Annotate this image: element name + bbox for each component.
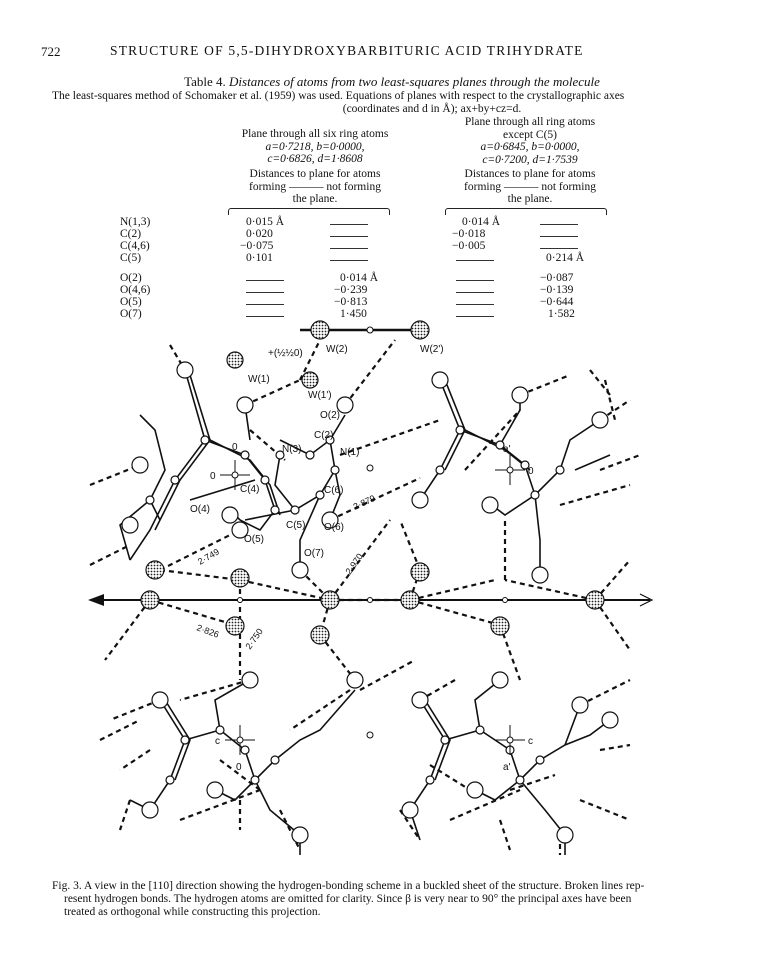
table-title: [0, 74, 784, 90]
plane2-header: [430, 116, 630, 166]
caption-line-3: treated as orthogonal while constructing this projection.: [64, 906, 321, 918]
page-number: 722: [41, 44, 61, 59]
plane2-brace: [445, 208, 607, 215]
plane2-eq2: c=0·7200, d=1·7539: [482, 153, 578, 166]
axis-label-o: 0: [236, 762, 242, 773]
plane1-eq1: a=0·7218, b=0·0000,: [265, 140, 365, 153]
axis-label-c: c: [528, 736, 533, 747]
dash: [330, 260, 368, 261]
caption-line-1: Fig. 3. A view in the [110] direction showing the hydrogen-bonding scheme in a buckled sheet of the structure. Broken lines rep-: [52, 880, 645, 892]
label-c2: C(2): [314, 430, 334, 441]
row-atom: C(2): [120, 228, 142, 240]
label-o2: O(2): [320, 410, 340, 421]
dash: [456, 280, 494, 281]
caption-line-2: resent hydrogen bonds. The hydrogen atoms are omitted for clarity. Since β is very near to 90° the principal axes have been: [64, 893, 632, 905]
figure-caption: [52, 880, 752, 919]
row-atom: O(4,6): [120, 284, 151, 296]
axis-label-c: c: [215, 736, 220, 747]
row-atom: C(4,6): [120, 240, 150, 252]
dash: [456, 316, 494, 317]
table-title-text: Distances of atoms from two least-squares planes through the molecule: [229, 74, 600, 89]
row-atom: N(1,3): [120, 216, 151, 228]
label-n3: N(3): [282, 444, 302, 455]
running-title: STRUCTURE OF 5,5-DIHYDROXYBARBITURIC ACID TRIHYDRATE: [110, 43, 584, 58]
hydrogen-bonding-diagram: [60, 320, 750, 860]
label-d2879: 2·879: [351, 493, 377, 512]
dash: [540, 236, 578, 237]
label-c5: C(5): [286, 520, 306, 531]
p2-forming: 0·014 Å: [462, 216, 501, 228]
p1-forming: 0·015 Å: [246, 216, 285, 228]
p1-not: −0·239: [334, 284, 368, 296]
plane1-dist2: forming ——— not forming: [249, 180, 381, 193]
water-molecules: [141, 321, 604, 644]
p1-not: 0·014 Å: [340, 272, 379, 284]
table-intro: [52, 90, 752, 116]
p1-forming: 0·101: [246, 252, 273, 264]
p2-not: −0·644: [540, 296, 574, 308]
plane2-dist-header: [430, 168, 630, 206]
axis-label-o: 0: [232, 442, 238, 453]
p1-not: 1·450: [340, 308, 367, 320]
p2-not: −0·139: [540, 284, 574, 296]
label-d2826: 2·826: [195, 622, 221, 640]
dash: [456, 304, 494, 305]
label-o6: O(6): [324, 522, 344, 533]
plane1-header: [215, 128, 415, 166]
label-w2p: W(2'): [420, 344, 444, 355]
plane2-title1: Plane through all ring atoms: [464, 116, 596, 128]
label-d2750: 2·750: [243, 626, 265, 652]
dash: [246, 292, 284, 293]
plane1-title: Plane through all six ring atoms: [241, 128, 389, 140]
p2-not: 1·582: [548, 308, 575, 320]
dash: [540, 248, 578, 249]
plane2-dist3: the plane.: [507, 193, 553, 205]
label-n1: N(1): [340, 447, 360, 458]
plane1-eq2: c=0·6826, d=1·8608: [267, 153, 363, 165]
p1-forming: 0·020: [246, 228, 273, 240]
plane2-title2: except C(5): [503, 128, 557, 141]
plane2-dist1: Distances to plane for atoms: [464, 168, 596, 180]
label-c6: C(6): [324, 485, 344, 496]
dash: [540, 224, 578, 225]
p2-forming: −0·018: [452, 228, 486, 240]
row-atom: C(5): [120, 252, 142, 264]
plane1-dist3: the plane.: [292, 193, 338, 205]
p1-not: −0·813: [334, 296, 368, 308]
label-d2970: 2·970: [343, 551, 365, 577]
dash: [246, 304, 284, 305]
row-atom: O(7): [120, 308, 142, 320]
label-w1p: W(1'): [308, 390, 332, 401]
plane1-dist-header: [215, 168, 415, 206]
plane2-eq1: a=0·6845, b=0·0000,: [480, 141, 580, 153]
intro-line-2: (coordinates and d in Å); ax+by+cz=d.: [342, 103, 522, 115]
plane2-dist2: forming ——— not forming: [464, 180, 596, 193]
label-o7: O(7): [304, 548, 324, 559]
dash: [330, 248, 368, 249]
dash: [330, 236, 368, 237]
axis-label-a: a': [503, 444, 511, 455]
label-o5: O(5): [244, 534, 264, 545]
axis-label-o: 0: [210, 471, 216, 482]
label-o4: O(4): [190, 504, 210, 515]
table-number: Table 4.: [184, 74, 226, 89]
plane1-brace: [228, 208, 390, 215]
ring-atoms: [146, 426, 564, 784]
row-atom: O(5): [120, 296, 142, 308]
dash: [246, 280, 284, 281]
p2-forming: −0·005: [452, 240, 486, 252]
intro-line-1: The least-squares method of Schomaker et al. (1959) was used. Equations of planes with respect to the crystallographic axes: [52, 90, 625, 102]
p1-forming: −0·075: [240, 240, 274, 252]
label-d2749: 2·749: [196, 546, 221, 567]
dash: [330, 224, 368, 225]
p2-not: −0·087: [540, 272, 574, 284]
dash: [456, 260, 494, 261]
label-c4: C(4): [240, 484, 260, 495]
row-atom: O(2): [120, 272, 142, 284]
axis-label-o: 0: [528, 466, 534, 477]
label-w2: W(2): [326, 344, 348, 355]
dash: [246, 316, 284, 317]
label-w1: W(1): [248, 374, 270, 385]
axis-label-a: a': [503, 762, 511, 773]
plane1-dist1: Distances to plane for atoms: [249, 168, 381, 180]
p2-not: 0·214 Å: [546, 252, 585, 264]
dash: [456, 292, 494, 293]
label-shift: +(½½0): [268, 348, 303, 359]
